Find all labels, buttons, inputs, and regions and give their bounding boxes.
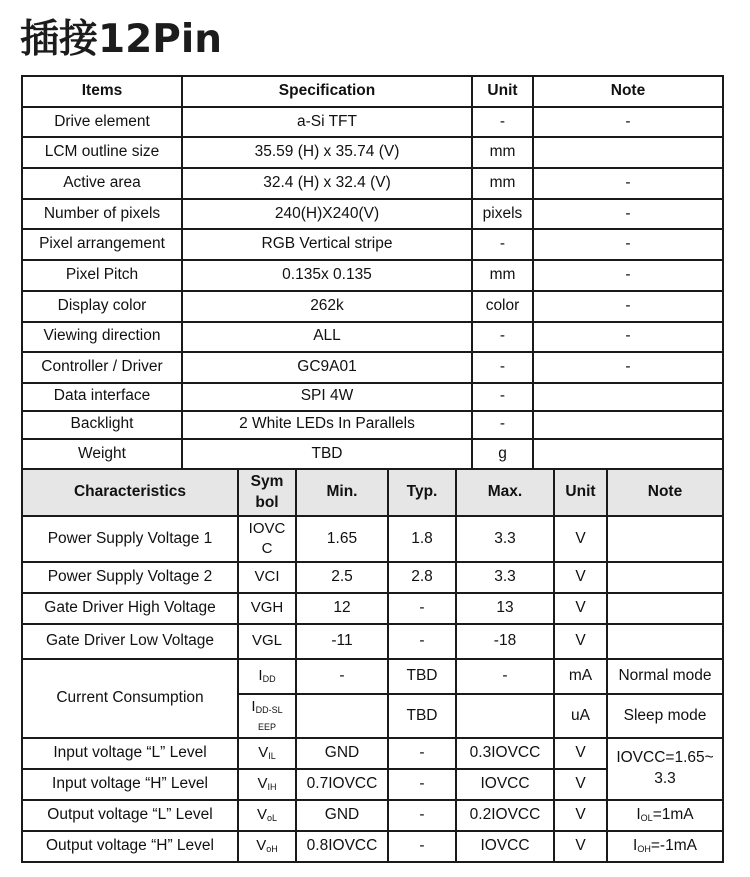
header-min: Min.: [296, 469, 388, 516]
note-cell: -: [533, 322, 723, 353]
table-row: [22, 659, 723, 694]
specification-cell: SPI 4W: [182, 383, 472, 411]
name-cell: Gate Driver Low Voltage: [22, 624, 238, 659]
sym-cell: IOVCC: [238, 516, 296, 562]
unit-cell: V: [554, 769, 607, 800]
header-unit: Unit: [472, 76, 533, 107]
max-cell: 3.3: [456, 516, 554, 562]
unit-cell: V: [554, 516, 607, 562]
name-cell: Output voltage “L” Level: [22, 800, 238, 831]
typ-cell: -: [388, 624, 456, 659]
table-row: [22, 107, 723, 138]
unit-cell: V: [554, 831, 607, 862]
item-cell: Pixel arrangement: [22, 229, 182, 260]
max-cell: -18: [456, 624, 554, 659]
header-typ: Typ.: [388, 469, 456, 516]
item-cell: Backlight: [22, 411, 182, 439]
specification-table: [21, 75, 724, 471]
item-cell: Active area: [22, 168, 182, 199]
table-header-row: [22, 469, 723, 516]
table-row: [22, 137, 723, 168]
min-cell: 12: [296, 593, 388, 624]
symbol-cell: $V_{oL}$: [238, 800, 296, 831]
max-cell: 0.3IOVCC: [456, 738, 554, 769]
min-cell: 0.8IOVCC: [296, 831, 388, 862]
min-cell: 1.65: [296, 516, 388, 562]
typ-value: TBD: [388, 659, 456, 694]
note-value: Sleep mode: [607, 694, 723, 738]
note-cell: -: [533, 199, 723, 230]
item-cell: Viewing direction: [22, 322, 182, 353]
header-symbol: Sym bol: [238, 469, 296, 516]
unit-cell: V: [554, 562, 607, 593]
unit-cell: color: [472, 291, 533, 322]
item-cell: LCM outline size: [22, 137, 182, 168]
header-max: Max.: [456, 469, 554, 516]
item-cell: Controller / Driver: [22, 352, 182, 383]
unit-cell: -: [472, 352, 533, 383]
max-cell: IOVCC: [456, 769, 554, 800]
symbol-idd: $I_{DD}$: [238, 659, 296, 694]
min-cell: 2.5: [296, 562, 388, 593]
typ-value: TBD: [388, 694, 456, 738]
unit-cell: V: [554, 593, 607, 624]
header-note: Note: [607, 469, 723, 516]
sym-cell: VGH: [238, 593, 296, 624]
note-cell: -: [533, 229, 723, 260]
table-row: [22, 322, 723, 353]
table-row: [22, 383, 723, 411]
table-row: [22, 168, 723, 199]
specification-cell: 35.59 (H) x 35.74 (V): [182, 137, 472, 168]
sym-cell: VGL: [238, 624, 296, 659]
typ-cell: -: [388, 831, 456, 862]
page-title: 插接12Pin: [20, 17, 222, 62]
typ-cell: -: [388, 769, 456, 800]
specification-cell: 262k: [182, 291, 472, 322]
note-cell: $I_{OH}=-1mA$: [607, 831, 723, 862]
header-specification: Specification: [182, 76, 472, 107]
unit-cell: mm: [472, 260, 533, 291]
unit-cell: V: [554, 800, 607, 831]
note-cell: [607, 593, 723, 624]
note-cell: [607, 516, 723, 562]
table-row: [22, 624, 723, 659]
min-cell: GND: [296, 800, 388, 831]
header-items: Items: [22, 76, 182, 107]
note-cell: -: [533, 107, 723, 138]
typ-cell: -: [388, 593, 456, 624]
header-characteristics: Characteristics: [22, 469, 238, 516]
unit-cell: mm: [472, 168, 533, 199]
specification-cell: GC9A01: [182, 352, 472, 383]
note-cell: [607, 562, 723, 593]
table-row: [22, 199, 723, 230]
item-cell: Data interface: [22, 383, 182, 411]
specification-cell: ALL: [182, 322, 472, 353]
max-cell: 0.2IOVCC: [456, 800, 554, 831]
min-cell: 0.7IOVCC: [296, 769, 388, 800]
name-cell: Gate Driver High Voltage: [22, 593, 238, 624]
header-note: Note: [533, 76, 723, 107]
note-cell: -: [533, 291, 723, 322]
note-cell: [533, 439, 723, 470]
max-value: [456, 694, 554, 738]
specification-cell: 2 White LEDs In Parallels: [182, 411, 472, 439]
characteristics-table: [21, 468, 724, 863]
unit-cell: -: [472, 322, 533, 353]
specification-cell: 32.4 (H) x 32.4 (V): [182, 168, 472, 199]
item-cell: Drive element: [22, 107, 182, 138]
table-row: [22, 831, 723, 862]
typ-cell: 1.8: [388, 516, 456, 562]
min-value: [296, 694, 388, 738]
unit-cell: -: [472, 107, 533, 138]
table-row: [22, 516, 723, 562]
current-consumption-label: Current Consumption: [22, 659, 238, 738]
unit-cell: V: [554, 624, 607, 659]
note-cell: -: [533, 168, 723, 199]
table-row: [22, 229, 723, 260]
max-cell: 13: [456, 593, 554, 624]
name-cell: Output voltage “H” Level: [22, 831, 238, 862]
table-header-row: [22, 76, 723, 107]
unit-cell: -: [472, 383, 533, 411]
table-row: [22, 411, 723, 439]
min-cell: GND: [296, 738, 388, 769]
unit-cell: pixels: [472, 199, 533, 230]
note-cell: IOVCC=1.65~ 3.3: [607, 738, 723, 800]
specification-cell: 0.135x 0.135: [182, 260, 472, 291]
unit-cell: V: [554, 738, 607, 769]
min-value: -: [296, 659, 388, 694]
sym-cell: VCI: [238, 562, 296, 593]
symbol-cell: $V_{IH}$: [238, 769, 296, 800]
note-cell: [533, 411, 723, 439]
name-cell: Input voltage “L” Level: [22, 738, 238, 769]
table-row: [22, 352, 723, 383]
table-row: [22, 562, 723, 593]
name-cell: Power Supply Voltage 1: [22, 516, 238, 562]
name-cell: Power Supply Voltage 2: [22, 562, 238, 593]
unit-value: mA: [554, 659, 607, 694]
specification-cell: a-Si TFT: [182, 107, 472, 138]
header-unit: Unit: [554, 469, 607, 516]
max-cell: IOVCC: [456, 831, 554, 862]
table-row: [22, 260, 723, 291]
symbol-cell: $V_{oH}$: [238, 831, 296, 862]
table-row: [22, 291, 723, 322]
item-cell: Weight: [22, 439, 182, 470]
unit-value: uA: [554, 694, 607, 738]
unit-cell: -: [472, 411, 533, 439]
item-cell: Pixel Pitch: [22, 260, 182, 291]
table-row: [22, 439, 723, 470]
note-cell: $I_{OL}=1mA$: [607, 800, 723, 831]
note-value: Normal mode: [607, 659, 723, 694]
unit-cell: -: [472, 229, 533, 260]
symbol-idd-sleep: $I_{DD-SL}$ $_{EEP}$: [238, 694, 296, 738]
symbol-cell: $V_{IL}$: [238, 738, 296, 769]
typ-cell: 2.8: [388, 562, 456, 593]
specification-cell: RGB Vertical stripe: [182, 229, 472, 260]
min-cell: -11: [296, 624, 388, 659]
typ-cell: -: [388, 800, 456, 831]
item-cell: Number of pixels: [22, 199, 182, 230]
unit-cell: mm: [472, 137, 533, 168]
note-cell: [533, 137, 723, 168]
specification-cell: TBD: [182, 439, 472, 470]
note-cell: -: [533, 352, 723, 383]
note-cell: -: [533, 260, 723, 291]
typ-cell: -: [388, 738, 456, 769]
note-cell: [607, 624, 723, 659]
item-cell: Display color: [22, 291, 182, 322]
unit-cell: g: [472, 439, 533, 470]
note-cell: [533, 383, 723, 411]
table-row: [22, 593, 723, 624]
table-row: [22, 800, 723, 831]
table-row: [22, 738, 723, 769]
max-cell: 3.3: [456, 562, 554, 593]
max-value: -: [456, 659, 554, 694]
specification-cell: 240(H)X240(V): [182, 199, 472, 230]
name-cell: Input voltage “H” Level: [22, 769, 238, 800]
